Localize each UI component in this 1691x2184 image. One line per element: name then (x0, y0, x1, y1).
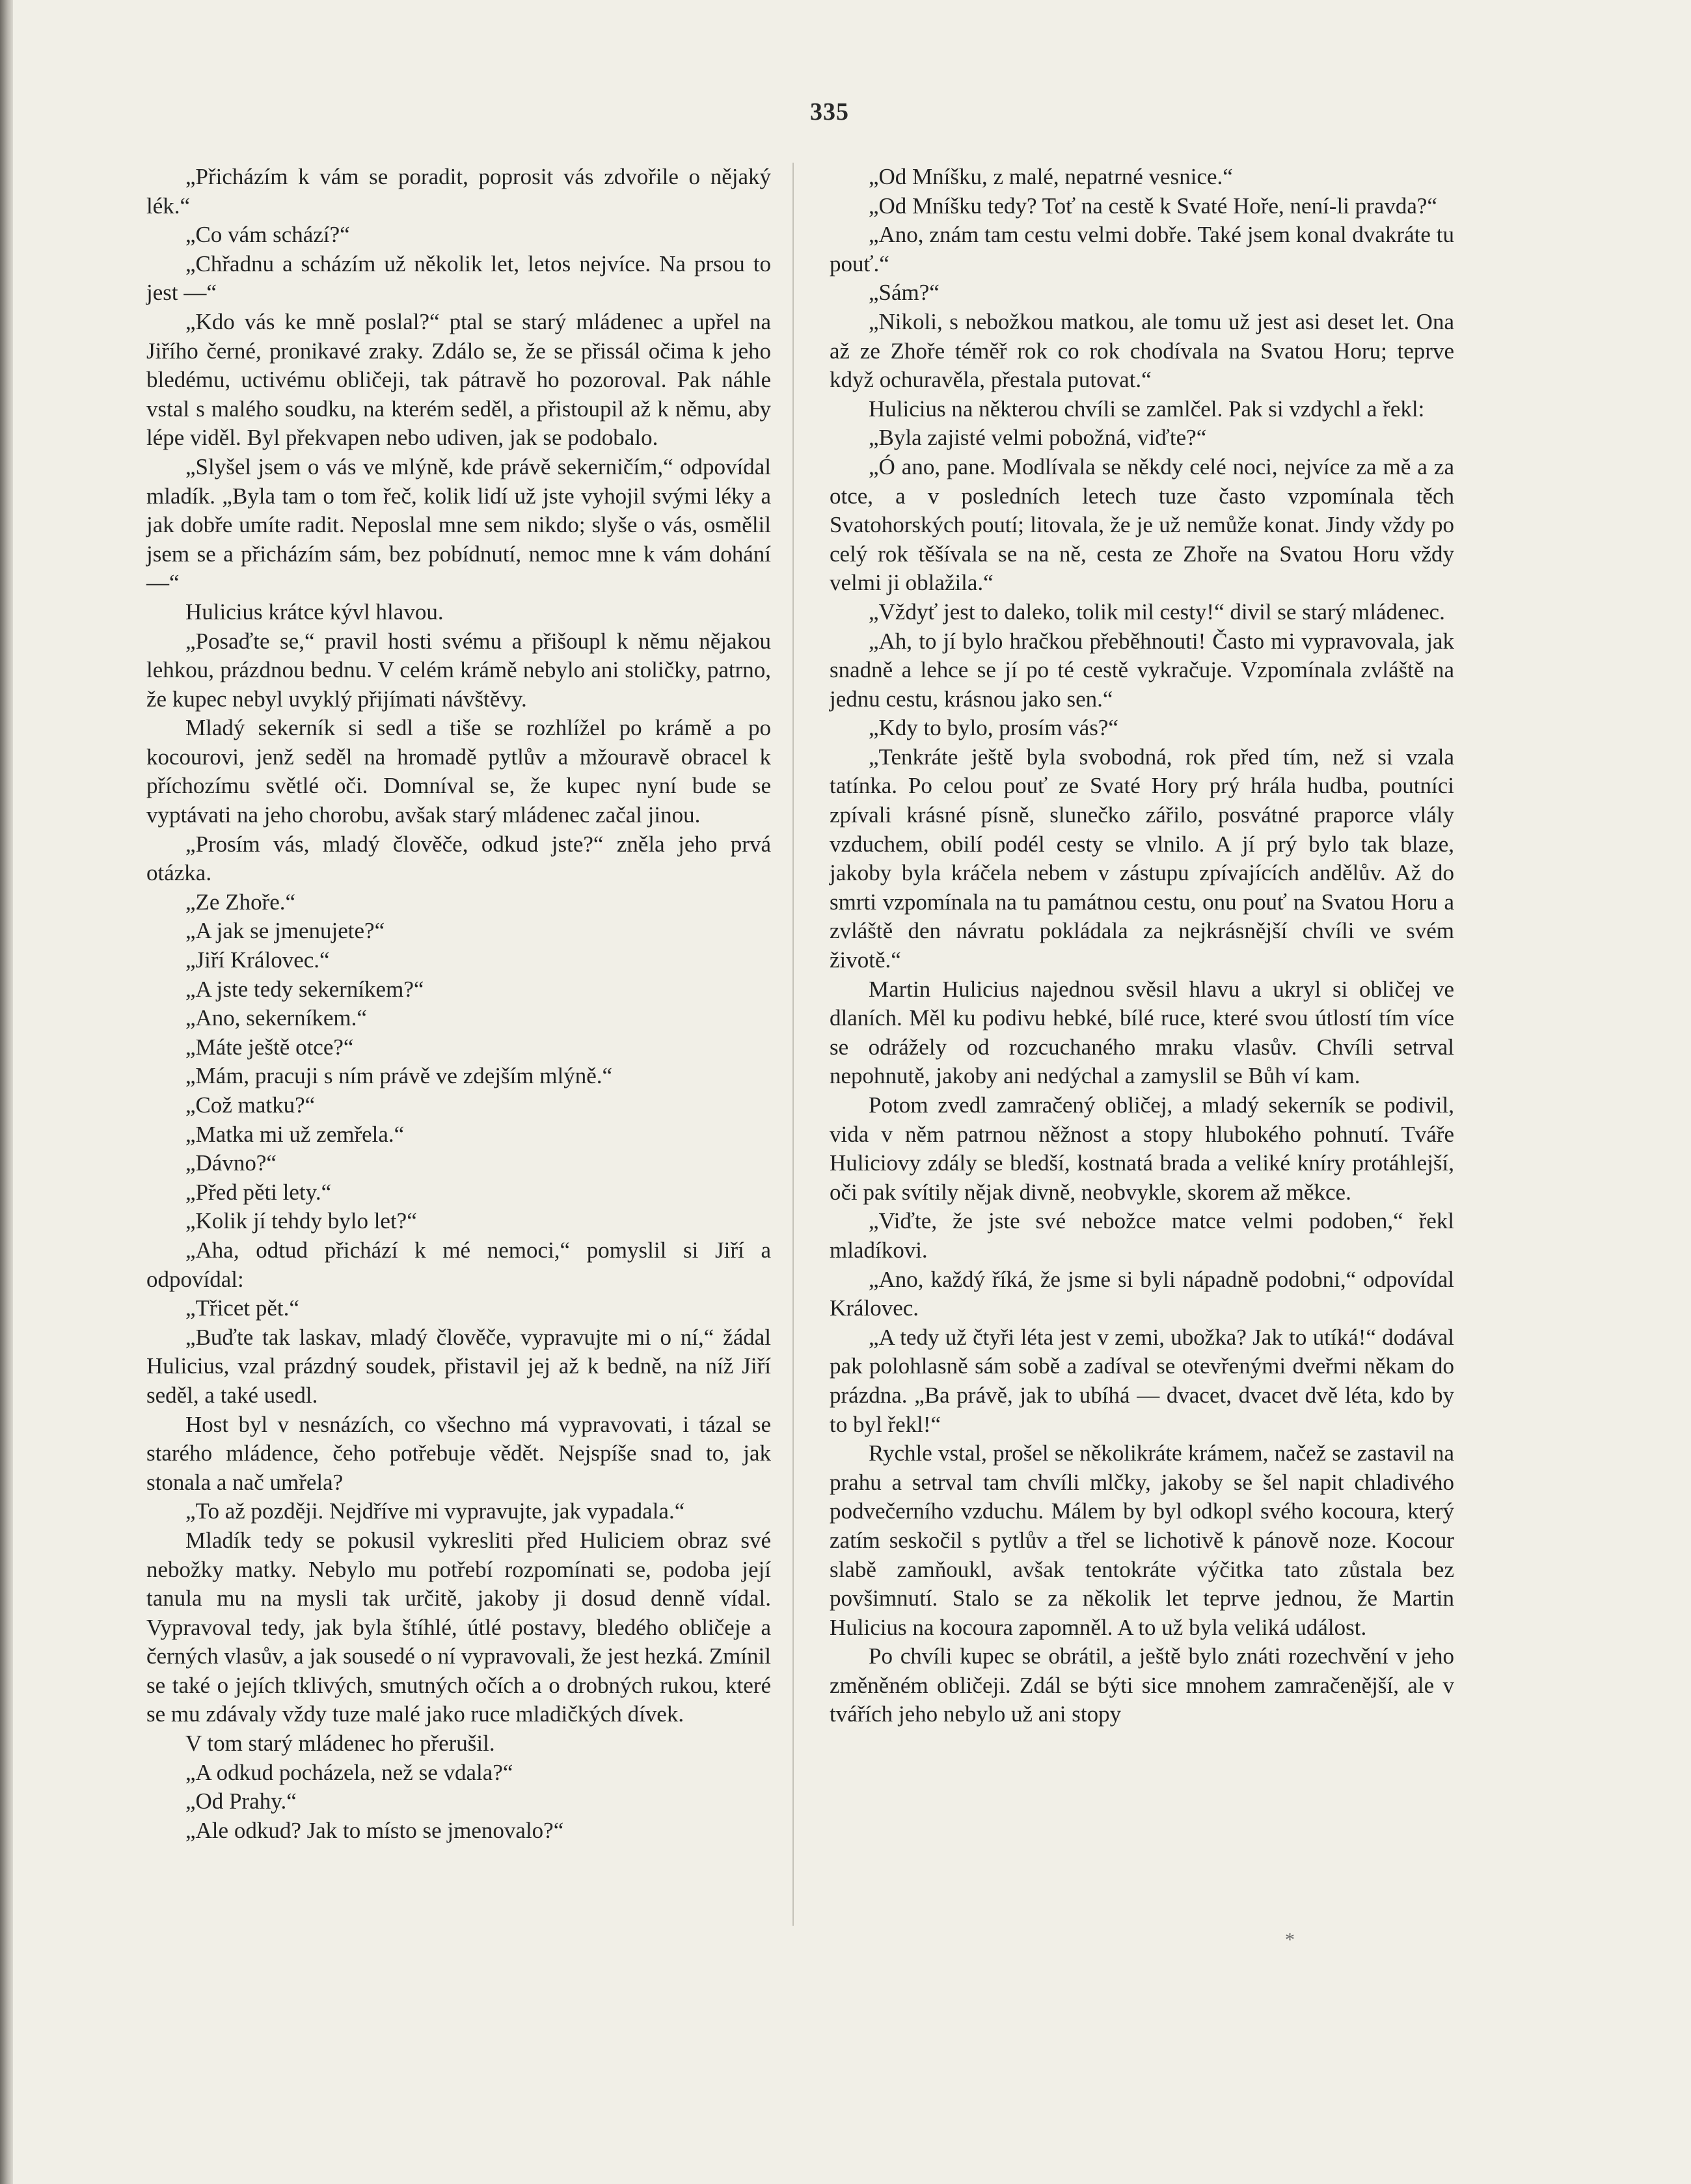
paragraph: Host byl v nesnázích, co všechno má vypravovati, i tázal se starého mládence, čeho potřebuje vědět. Nejspíše snad to, jak stonala a nač umřela? (146, 1411, 771, 1495)
paragraph: Po chvíli kupec se obrátil, a ještě bylo znáti rozechvění v jeho změněném obličeji. Zdál se býti sice mnohem zamračenější, ale v tvářích jeho nebylo už ani stopy (830, 1643, 1454, 1727)
paragraph: Hulicius na některou chvíli se zamlčel. Pak si vzdychl a řekl: (869, 396, 1425, 422)
paragraph: „Nikoli, s nebožkou matkou, ale tomu už jest asi deset let. Ona až ze Zhoře téměř rok co rok chodívala na Svatou Horu; teprve když ochuravěla, přestala putovat.“ (830, 308, 1454, 393)
paragraph: „Slyšel jsem o vás ve mlýně, kde právě sekerničím,“ odpovídal mladík. „Byla tam o tom řeč, kolik lidí už jste vyhojil svými léky a jak dobře umíte radit. Neposlal mne sem nikdo; slyše o vás, osmělil jsem se a přicházím sám, bez pobídnutí, nemoc mne k vám dohání —“ (146, 453, 771, 596)
paragraph: „Posaďte se,“ pravil hosti svému a přišoupl k němu nějakou lehkou, prázdnou bednu. V celém krámě nebylo ani stoličky, patrno, že kupec nebyl uvyklý přijímati návštěvy. (146, 628, 771, 712)
paragraph: „Ze Zhoře.“ (185, 889, 296, 915)
paragraph: „A odkud pocházela, než se vdala?“ (185, 1759, 513, 1785)
paragraph: „Od Mníšku, z malé, nepatrné vesnice.“ (869, 164, 1233, 189)
paragraph: „Buďte tak laskav, mladý člověče, vypravujte mi o ní,“ žádal Hulicius, vzal prázdný soudek, přistavil jej až k bedně, na níž Jiří seděl, a také usedl. (146, 1324, 771, 1408)
right-text-column (830, 163, 1454, 1729)
left-text-column (146, 163, 771, 1845)
paragraph: „Třicet pět.“ (185, 1295, 299, 1321)
paragraph: „Od Prahy.“ (185, 1788, 297, 1814)
paragraph: „Před pěti lety.“ (185, 1179, 332, 1205)
page-number: 335 (810, 98, 849, 126)
paragraph: „Prosím vás, mladý člověče, odkud jste?“ zněla jeho prvá otázka. (146, 831, 771, 886)
paragraph: „Od Mníšku tedy? Toť na cestě k Svaté Hoře, není-li pravda?“ (869, 193, 1437, 219)
paragraph: „Sám?“ (869, 280, 940, 306)
paragraph: „A jste tedy sekerníkem?“ (185, 976, 424, 1002)
paragraph: „Ó ano, pane. Modlívala se někdy celé noci, nejvíce za mě a za otce, a v posledních letech tuze často vzpomínala těch Svatohorských poutí; litovala, že je už nemůže konat. Jindy vždy po celý rok těšívala se na ně, cesta ze Zhoře na Svatou Horu vždy velmi ji oblažila.“ (830, 453, 1454, 596)
paragraph: „Jiří Královec.“ (185, 947, 330, 973)
column-divider (792, 163, 794, 1926)
paragraph: „Ano, sekerníkem.“ (185, 1005, 367, 1031)
paragraph: „Kdy to bylo, prosím vás?“ (869, 715, 1118, 741)
paragraph: „A jak se jmenujete?“ (185, 918, 385, 944)
paragraph: Hulicius krátce kývl hlavou. (185, 599, 444, 625)
paragraph: „Vždyť jest to daleko, tolik mil cesty!“ divil se starý mládenec. (869, 599, 1445, 625)
paragraph: Mladík tedy se pokusil vykresliti před Huliciem obraz své nebožky matky. Nebylo mu potřebí rozpomínati se, podoba její tanula mu na mysli tak určitě, jakoby ji dosud denně vídal. Vypravoval tedy, jak byla štíhlé, útlé postavy, bledého obličeje a černých vlasův, a jak sousedé o ní vypravovali, že jest hezká. Zmínil se také o jejích tklivých, smutných očích a o drobných rukou, které se mu zdávaly vždy tuze malé jako ruce mladičkých dívek. (146, 1527, 771, 1727)
paragraph: V tom starý mládenec ho přerušil. (185, 1731, 495, 1757)
paragraph: „Což matku?“ (185, 1092, 316, 1118)
paragraph: „Ale odkud? Jak to místo se jmenovalo?“ (185, 1817, 564, 1843)
paragraph: „Máte ještě otce?“ (185, 1034, 354, 1060)
paragraph: „Kolik jí tehdy bylo let?“ (185, 1208, 417, 1234)
paragraph: „Kdo vás ke mně poslal?“ ptal se starý mládenec a upřel na Jiřího černé, pronikavé zraky. Zdálo se, že se přissál očima k jeho bledému, uctivému obličeji, tak pátravě ho pozoroval. Pak náhle vstal s malého soudku, na kterém seděl, a přistoupil až k němu, aby lépe viděl. Byl překvapen nebo udiven, jak se podobalo. (146, 308, 771, 451)
paragraph: Rychle vstal, prošel se několikráte krámem, načež se zastavil na prahu a setrval tam chvíli mlčky, jakoby se šel napit chladivého podvečerního vzduchu. Málem by byl odkopl svého kocoura, který zatím seskočil s pytlův a třel se lichotivě k pánově noze. Kocour slabě zamňoukl, avšak tentokráte výčitka tato zůstala bez povšimnutí. Stalo se za několik let teprve jednou, že Martin Hulicius na kocoura zapomněl. A to už byla veliká událost. (830, 1440, 1454, 1640)
paragraph: „Tenkráte ještě byla svobodná, rok před tím, než si vzala tatínka. Po celou pouť ze Svaté Hory prý hrála hudba, poutníci zpívali krásné písně, slunečko zářilo, posvátné praporce vlály vzduchem, obilí podél cesty se vlnilo. A jí prý bylo tak blaze, jakoby byla kráčela nebem v zástupu zpívajících andělův. Až do smrti vzpomínala na tu památnou cestu, onu pouť na Svatou Horu a zvláště den návratu pokládala za nejkrásnější chvíli ve svém životě.“ (830, 744, 1454, 973)
book-page (13, 0, 1691, 2184)
paragraph: „Co vám schází?“ (185, 222, 350, 248)
paragraph: „Ah, to jí bylo hračkou přeběhnouti! Často mi vypravovala, jak snadně a lehce se jí po té cestě vykračuje. Vzpomínala zvláště na jednu cestu, krásnou jako sen.“ (830, 628, 1454, 712)
paragraph: „A tedy už čtyři léta jest v zemi, ubožka? Jak to utíká!“ dodával pak polohlasně sám sobě a zadíval se otevřenými dveřmi někam do prázdna. „Ba právě, jak to ubíhá — dvacet, dvacet dvě léta, kdo by to byl řekl!“ (830, 1324, 1454, 1437)
paragraph: „To až později. Nejdříve mi vypravujte, jak vypadala.“ (185, 1498, 685, 1524)
book-spine-edge (0, 0, 13, 2184)
paragraph: Martin Hulicius najednou svěsil hlavu a ukryl si obličej ve dlaních. Měl ku podivu hebké, bílé ruce, které svou útlostí tím více se odrážely od rozcuchaného mraku vlasův. Chvíli setrval nepohnutě, jakoby ani nedýchal a zamyslil se Bůh ví kam. (830, 976, 1454, 1089)
paragraph: „Přicházím k vám se poradit, poprosit vás zdvořile o nějaký lék.“ (146, 164, 771, 219)
paragraph: Potom zvedl zamračený obličej, a mladý sekerník se podivil, vida v něm patrnou něžnost a stopy hlubokého pohnutí. Tváře Huliciovy zdály se bledší, kostnatá brada a veliké kníry protáhlejší, oči pak svítily nějak divně, neobvykle, skorem až měkce. (830, 1092, 1454, 1205)
paragraph: „Ano, každý říká, že jsme si byli nápadně podobni,“ odpovídal Královec. (830, 1266, 1454, 1321)
paragraph: „Viďte, že jste své nebožce matce velmi podoben,“ řekl mladíkovi. (830, 1208, 1454, 1263)
paragraph: „Dávno?“ (185, 1150, 277, 1176)
paragraph: „Matka mi už zemřela.“ (185, 1121, 405, 1147)
paragraph: „Chřadnu a scházím už několik let, letos nejvíce. Na prsou to jest —“ (146, 250, 771, 306)
footer-asterisk: * (1285, 1929, 1295, 1950)
paragraph: „Aha, odtud přichází k mé nemoci,“ pomyslil si Jiří a odpovídal: (146, 1237, 771, 1292)
paragraph: Mladý sekerník si sedl a tiše se rozhlížel po krámě a po kocourovi, jenž seděl na hromadě pytlův a mžouravě obracel k příchozímu světlé oči. Domníval se, že kupec nyní bude se vyptávati na jeho chorobu, avšak starý mládenec začal jinou. (146, 715, 771, 828)
paragraph: „Mám, pracuji s ním právě ve zdejším mlýně.“ (185, 1063, 613, 1089)
paragraph: „Byla zajisté velmi pobožná, viďte?“ (869, 425, 1207, 451)
paragraph: „Ano, znám tam cestu velmi dobře. Také jsem konal dvakráte tu pouť.“ (830, 222, 1454, 276)
